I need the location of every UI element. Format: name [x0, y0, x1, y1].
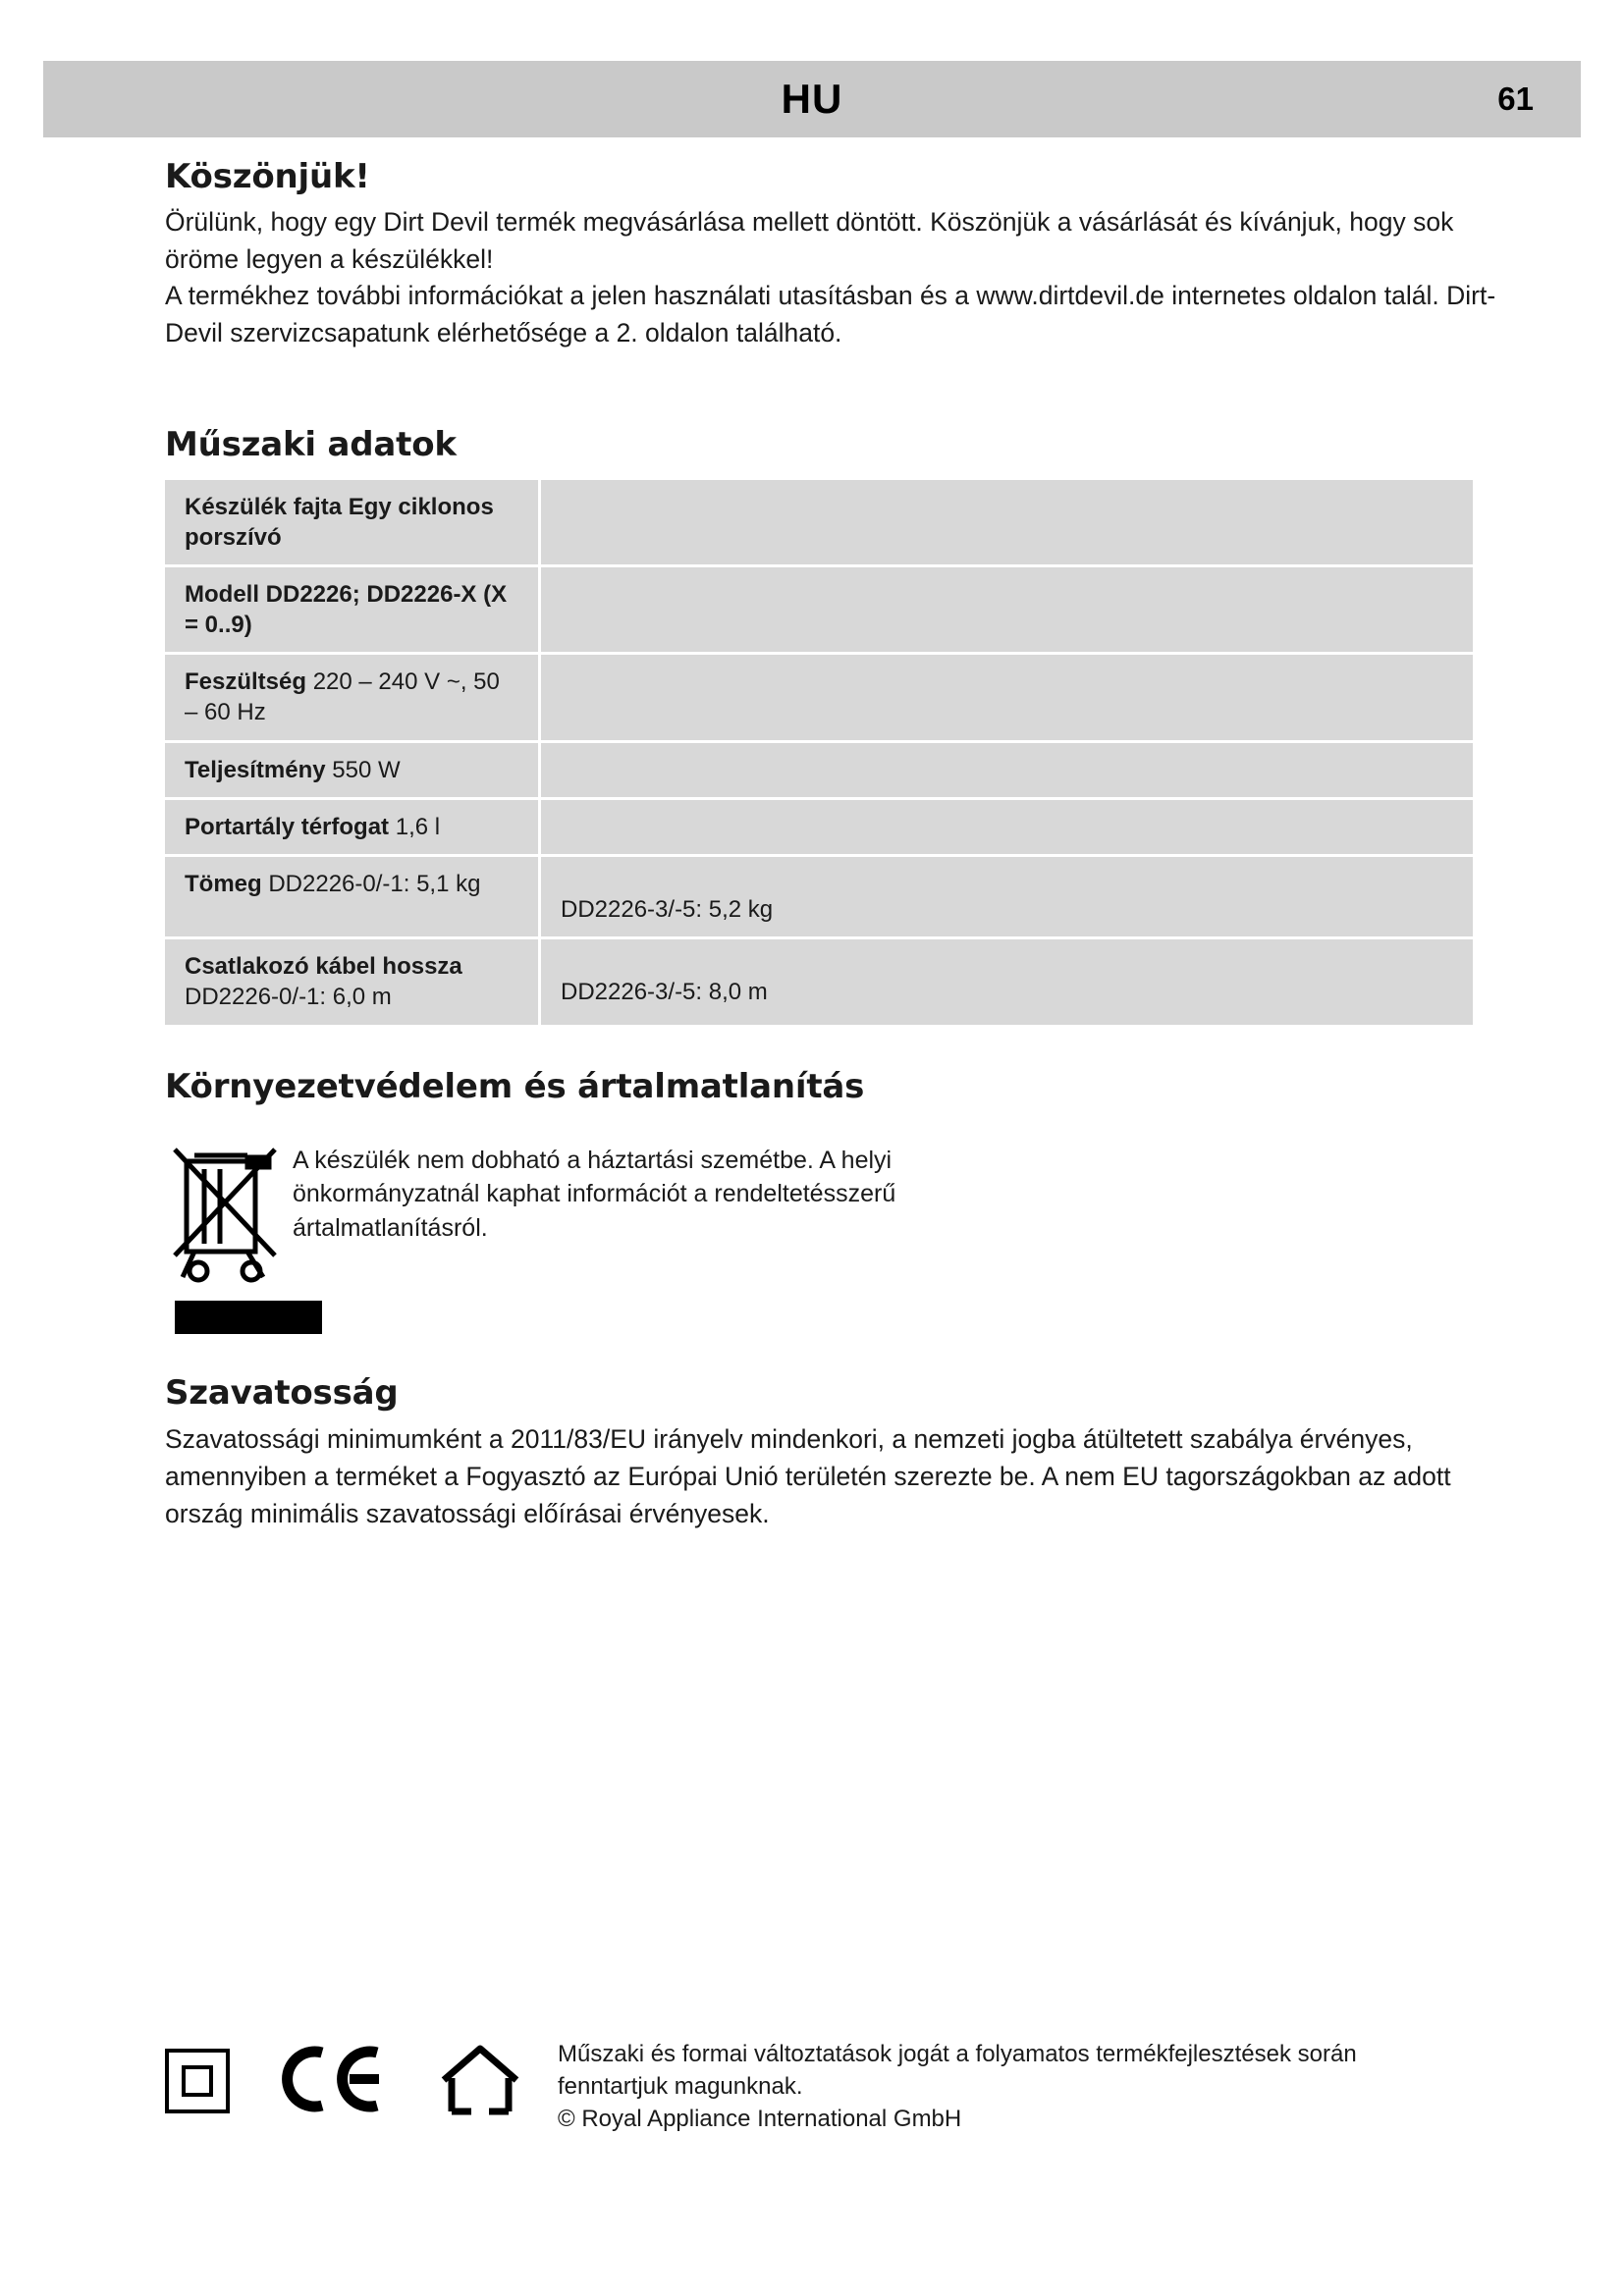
tech-row-4-label: Portartály térfogat — [185, 813, 390, 840]
page-number: 61 — [1497, 80, 1534, 117]
thanks-paragraph-1: Örülünk, hogy egy Dirt Devil termék megvásárlása mellett döntött. Köszönjük a vásárlását és kívánjuk, hogy sok öröme legyen a készülékkel! — [165, 207, 1454, 274]
tech-row-5-value2: DD2226-3/-5: 5,2 kg — [561, 896, 774, 923]
tech-row-4-label-value — [165, 798, 540, 855]
table-row — [165, 480, 1473, 566]
tech-row-3-spacer — [540, 741, 1474, 798]
tech-row-1-label: Modell — [185, 580, 259, 608]
footer-line-2: fenntartjuk magunknak. — [558, 2073, 803, 2101]
tech-row-0-spacer — [540, 480, 1474, 566]
tech-row-5-label: Tömeg — [185, 871, 262, 897]
table-row — [165, 741, 1473, 798]
table-row — [165, 654, 1473, 741]
warranty-body — [165, 1420, 1530, 1533]
tech-row-5-value: DD2226-0/-1: 5,1 kg — [268, 871, 481, 897]
tech-row-4-spacer — [540, 798, 1474, 855]
page-footer — [165, 2034, 1530, 2135]
tech-row-0-value: Egy ciklonos porszívó — [185, 493, 494, 551]
warranty-text: Szavatossági minimumként a 2011/83/EU irányelv mindenkori, a nemzeti jogba átültetett szabálya érvényes, amennyiben a terméket a Fogyasztó az Európai Unió területén szerezte be. A nem EU tagországokban az adott ország minimális szavatossági előírásai érvényesek. — [165, 1423, 1451, 1529]
footer-line-3: © Royal Appliance International GmbH — [558, 2106, 962, 2133]
crossed-out-wheelie-bin-icon — [165, 1134, 293, 1291]
table-row — [165, 798, 1473, 855]
disposal-text: A készülék nem dobható a háztartási szemétbe. A helyi önkormányzatnál kaphat információt a rendeltetésszerű ártalmatlanításról. — [293, 1146, 896, 1242]
tech-row-6-value: DD2226-0/-1: 6,0 m — [185, 984, 392, 1011]
tech-row-2-label-value — [165, 654, 540, 741]
tech-row-0-label-value — [165, 480, 540, 566]
thanks-title: Köszönjük! — [165, 157, 370, 196]
disposal-black-bar — [175, 1301, 322, 1334]
tech-row-2-spacer — [540, 654, 1474, 741]
page-content — [165, 157, 1530, 1533]
warranty-title: Szavatosság — [165, 1372, 399, 1413]
table-row — [165, 565, 1473, 653]
tech-data-title: Műszaki adatok — [165, 424, 457, 464]
house-icon — [438, 2041, 522, 2122]
footer-icon-group — [165, 2034, 558, 2128]
tech-row-5-value2-cell — [540, 856, 1474, 938]
tech-row-3-label-value — [165, 741, 540, 798]
disposal-title: Környezetvédelem és ártalmatlanítás — [165, 1066, 865, 1106]
footer-text-block — [558, 2034, 1357, 2135]
page-header-bar — [43, 61, 1581, 137]
double-insulation-icon — [165, 2049, 230, 2113]
ce-mark-icon — [279, 2045, 387, 2118]
tech-row-6-label-value — [165, 938, 540, 1026]
tech-row-1-spacer — [540, 565, 1474, 653]
tech-row-6-value2: DD2226-3/-5: 8,0 m — [561, 979, 768, 1006]
tech-row-4-value: 1,6 l — [395, 813, 441, 840]
tech-row-5-label-value — [165, 856, 540, 938]
tech-row-1-label-value — [165, 565, 540, 653]
thanks-paragraph-2: A termékhez további információkat a jelen használati utasításban és a www.dirtdevil.de internetes oldalon talál. Dirt-Devil szervizcsapatunk elérhetősége a 2. oldalon található. — [165, 281, 1496, 347]
tech-row-2-label: Feszültség — [185, 668, 307, 696]
tech-row-3-label: Teljesítmény — [185, 756, 326, 783]
footer-line-1: Műszaki és formai változtatások jogát a folyamatos termékfejlesztések során — [558, 2041, 1357, 2067]
tech-row-6-value2-cell — [540, 938, 1474, 1026]
table-row — [165, 856, 1473, 938]
tech-row-0-label: Készülék fajta — [185, 493, 343, 520]
tech-row-3-value: 550 W — [332, 756, 401, 783]
disposal-block — [165, 1134, 1530, 1291]
table-row — [165, 938, 1473, 1026]
tech-row-6-label: Csatlakozó kábel hossza — [185, 953, 462, 981]
tech-data-table — [165, 480, 1473, 1028]
tech-row-1-value: DD2226; DD2226-X (X = 0..9) — [185, 580, 508, 639]
tech-row-2-value: 220 – 240 V ~, 50 – 60 Hz — [185, 668, 500, 726]
language-code: HU — [781, 76, 843, 122]
thanks-body — [165, 204, 1530, 352]
